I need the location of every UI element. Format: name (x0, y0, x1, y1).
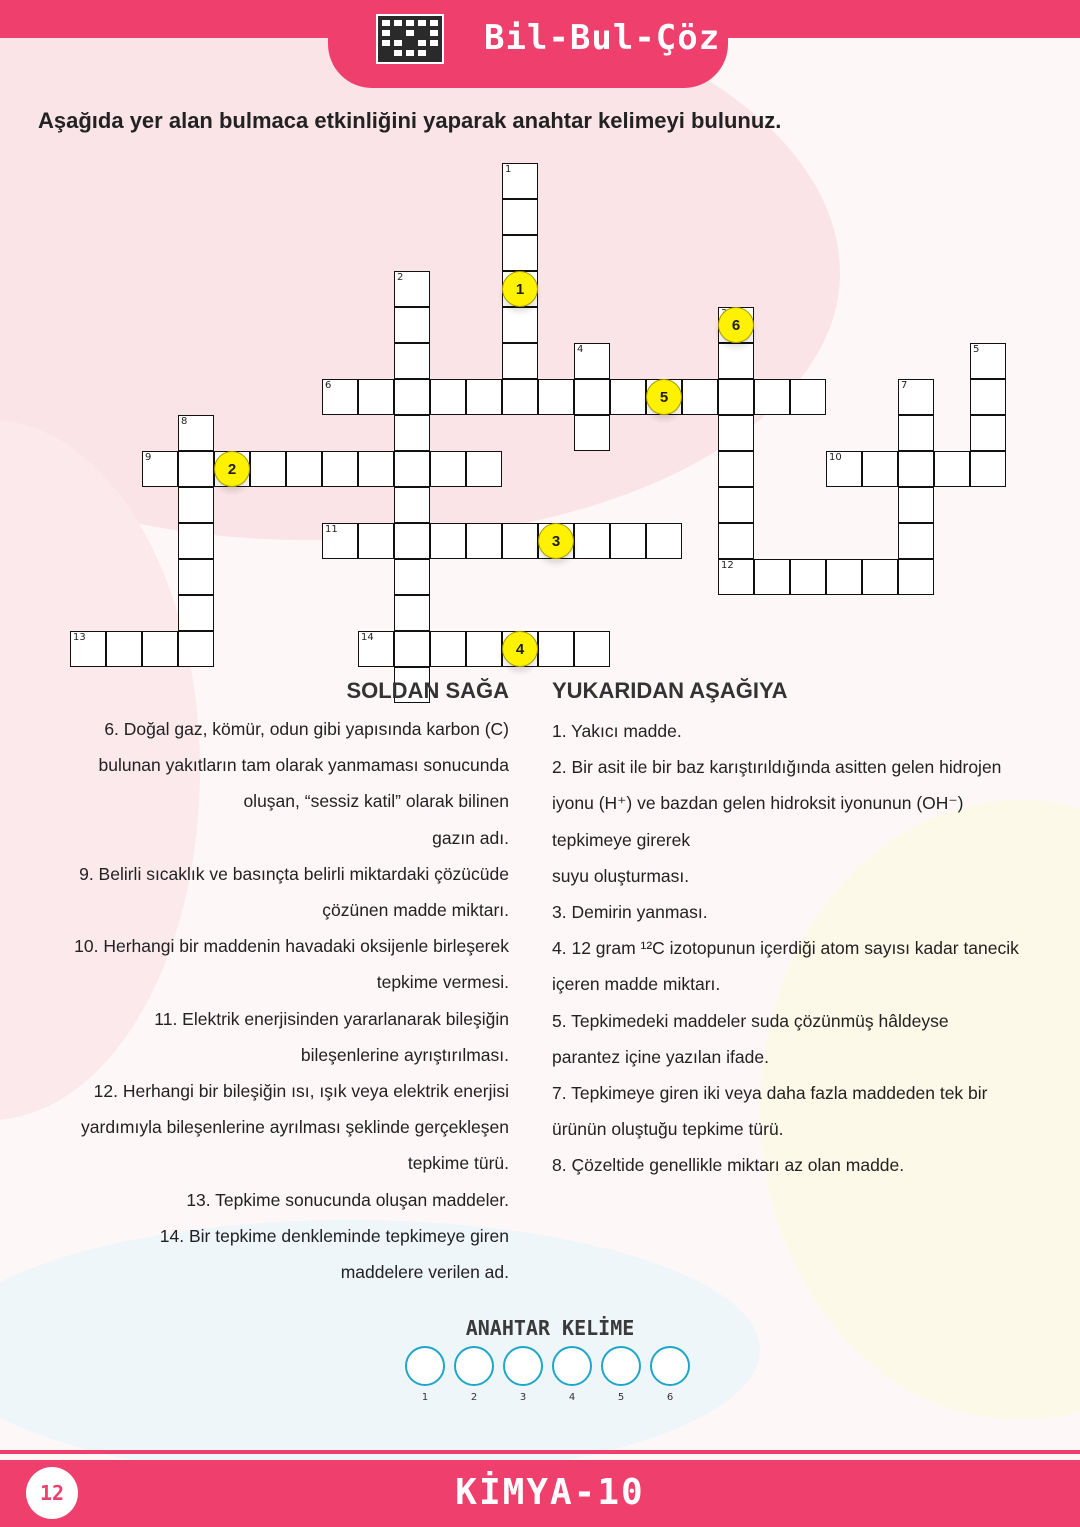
crossword-cell[interactable] (574, 631, 610, 667)
crossword-cell[interactable] (394, 487, 430, 523)
crossword-cell[interactable] (502, 523, 538, 559)
crossword-cell[interactable] (754, 559, 790, 595)
down-title: YUKARIDAN AŞAĞIYA (552, 678, 788, 703)
crossword-cell[interactable] (898, 559, 934, 595)
crossword-cell[interactable] (646, 523, 682, 559)
crossword-cell[interactable] (862, 559, 898, 595)
clue-line: tepkime türü. (407, 1153, 509, 1174)
clue-line: ürünün oluştuğu tepkime türü. (552, 1119, 784, 1140)
header-tab (328, 0, 728, 88)
crossword-cell[interactable] (430, 379, 466, 415)
clue-line: 9. Belirli sıcaklık ve basınçta belirli miktardaki çözücüde (79, 863, 509, 884)
key-letter-marker: 4 (502, 631, 538, 667)
crossword-cell[interactable] (538, 379, 574, 415)
crossword-cell[interactable] (178, 451, 214, 487)
crossword-cell[interactable] (394, 379, 430, 415)
clue-line: bulunan yakıtların tam olarak yanmaması sonucunda (98, 755, 509, 776)
clue-number: 1 (505, 164, 512, 175)
crossword-cell[interactable] (502, 199, 538, 235)
clue-number: 12 (721, 560, 734, 571)
clue-line: maddelere verilen ad. (340, 1262, 509, 1283)
answer-key-number: 4 (568, 1392, 576, 1403)
clue-line: 1. Yakıcı madde. (552, 721, 682, 741)
crossword-cell[interactable] (718, 487, 754, 523)
answer-key-number: 5 (617, 1392, 625, 1403)
crossword-cell[interactable] (322, 451, 358, 487)
clue-line: tepkimeye girerek (552, 829, 691, 850)
clue-line: 2. Bir asit ile bir baz karıştırıldığında asitten gelen hidrojen (552, 757, 1002, 778)
crossword-cell[interactable] (502, 235, 538, 271)
crossword-cell[interactable] (358, 523, 394, 559)
clue-line: 5. Tepkimedeki maddeler suda çözünmüş hâldeyse (552, 1010, 949, 1031)
clue-line: parantez içine yazılan ifade. (552, 1046, 769, 1067)
crossword-cell[interactable] (106, 631, 142, 667)
answer-key-title: ANAHTAR KELİME (465, 1316, 635, 1340)
crossword-cell[interactable] (394, 631, 430, 667)
answer-key-number: 2 (470, 1392, 478, 1403)
crossword-cell[interactable] (718, 523, 754, 559)
clue-number: 7 (901, 380, 908, 391)
crossword-cell[interactable] (970, 451, 1006, 487)
crossword-cell[interactable] (178, 523, 214, 559)
crossword-cell[interactable] (394, 415, 430, 451)
crossword-cell[interactable] (178, 559, 214, 595)
clue-line: 13. Tepkime sonucunda oluşan maddeler. (186, 1189, 509, 1210)
crossword-cell[interactable] (466, 631, 502, 667)
clue-line: 3. Demirin yanması. (552, 902, 708, 923)
clue-line: 4. 12 gram ¹²C izotopunun içerdiği atom sayısı kadar tanecik (552, 938, 1019, 959)
crossword-cell[interactable] (682, 379, 718, 415)
crossword-cell[interactable] (430, 523, 466, 559)
clue-number: 14 (361, 632, 374, 643)
clue-number: 8 (181, 416, 188, 427)
crossword-cell[interactable] (718, 415, 754, 451)
page-title: Bil-Bul-Çöz (484, 18, 721, 58)
clue-line: oluşan, “sessiz katil” olarak bilinen (243, 791, 509, 812)
clue-number: 11 (325, 524, 338, 535)
crossword-cell[interactable] (610, 523, 646, 559)
crossword-cell[interactable] (394, 595, 430, 631)
crossword-cell[interactable] (970, 379, 1006, 415)
page-number: 12 (26, 1467, 78, 1519)
crossword-cell[interactable] (574, 523, 610, 559)
clue-line: tepkime vermesi. (376, 972, 509, 993)
crossword-cell[interactable] (466, 379, 502, 415)
clue-number: 10 (829, 452, 842, 463)
crossword-cell[interactable] (394, 523, 430, 559)
clue-line: yardımıyla bileşenlerine ayrılması şeklinde gerçekleşen (81, 1117, 509, 1138)
answer-key-number: 3 (519, 1392, 527, 1403)
crossword-cell[interactable] (430, 631, 466, 667)
clue-line: 10. Herhangi bir maddenin havadaki oksijenle birleşerek (74, 936, 509, 957)
crossword-cell[interactable] (826, 559, 862, 595)
crossword-cell[interactable] (394, 451, 430, 487)
crossword-cell[interactable] (502, 379, 538, 415)
clue-line: suyu oluşturması. (552, 865, 690, 886)
across-clues (29, 711, 509, 1290)
crossword-cell[interactable] (358, 451, 394, 487)
crossword-cell[interactable] (178, 487, 214, 523)
answer-key-number: 1 (421, 1392, 429, 1403)
clue-line: gazın adı. (432, 827, 509, 848)
crossword-cell[interactable] (394, 343, 430, 379)
crossword-cell[interactable] (574, 379, 610, 415)
crossword-cell[interactable] (538, 631, 574, 667)
answer-key-circle[interactable] (405, 1346, 445, 1386)
crossword-cell[interactable] (718, 343, 754, 379)
crossword-cell[interactable] (466, 523, 502, 559)
clue-number: 6 (325, 380, 332, 391)
crossword-cell[interactable] (898, 415, 934, 451)
clue-line: iyonu (H⁺) ve bazdan gelen hidroksit iyonunun (OH⁻) (552, 793, 964, 814)
clue-line: çözünen madde miktarı. (322, 900, 509, 921)
down-clues (552, 713, 1052, 1184)
crossword-icon (376, 14, 444, 64)
crossword-cell[interactable] (394, 307, 430, 343)
crossword-cell[interactable] (934, 451, 970, 487)
key-letter-marker: 1 (502, 271, 538, 307)
crossword-cell[interactable] (718, 379, 754, 415)
answer-key-circle[interactable] (552, 1346, 592, 1386)
key-letter-marker: 3 (538, 523, 574, 559)
crossword-cell[interactable] (970, 415, 1006, 451)
clue-line: 12. Herhangi bir bileşiğin ısı, ışık veya elektrik enerjisi (93, 1081, 509, 1102)
key-letter-marker: 2 (214, 451, 250, 487)
clue-number: 4 (577, 344, 584, 355)
clue-line: 6. Doğal gaz, kömür, odun gibi yapısında karbon (C) (104, 719, 509, 739)
clue-number: 13 (73, 632, 86, 643)
instruction-text: Aşağıda yer alan bulmaca etkinliğini yaparak anahtar kelimeyi bulunuz. (38, 108, 782, 133)
clue-number: 5 (973, 344, 980, 355)
answer-key-circle[interactable] (454, 1346, 494, 1386)
crossword-cell[interactable] (502, 307, 538, 343)
crossword-cell[interactable] (286, 451, 322, 487)
crossword-cell[interactable] (862, 451, 898, 487)
crossword-cell[interactable] (502, 343, 538, 379)
clue-number: 2 (397, 272, 404, 283)
crossword-cell[interactable] (430, 451, 466, 487)
crossword-cell[interactable] (898, 487, 934, 523)
footer-bar (0, 1460, 1080, 1527)
clue-line: bileşenlerine ayrıştırılması. (300, 1044, 509, 1065)
clue-line: 7. Tepkimeye giren iki veya daha fazla maddeden tek bir (552, 1083, 988, 1104)
key-letter-marker: 5 (646, 379, 682, 415)
crossword-cell[interactable] (358, 379, 394, 415)
crossword-cell[interactable] (718, 451, 754, 487)
crossword-cell[interactable] (178, 631, 214, 667)
clue-line: içeren madde miktarı. (552, 974, 721, 995)
answer-key-number: 6 (666, 1392, 674, 1403)
crossword-cell[interactable] (142, 631, 178, 667)
clue-line: 11. Elektrik enerjisinden yararlanarak bileşiğin (154, 1008, 509, 1029)
crossword-cell[interactable] (790, 559, 826, 595)
crossword-cell[interactable] (466, 451, 502, 487)
crossword-cell[interactable] (754, 379, 790, 415)
clue-line: 8. Çözeltide genellikle miktarı az olan madde. (552, 1155, 905, 1176)
crossword-cell[interactable] (574, 415, 610, 451)
crossword-cell[interactable] (898, 523, 934, 559)
answer-key-circle[interactable] (650, 1346, 690, 1386)
crossword-cell[interactable] (898, 451, 934, 487)
answer-key-circle[interactable] (503, 1346, 543, 1386)
crossword-cell[interactable] (178, 595, 214, 631)
crossword-cell[interactable] (790, 379, 826, 415)
answer-key-circle[interactable] (601, 1346, 641, 1386)
crossword-cell[interactable] (250, 451, 286, 487)
crossword-cell[interactable] (394, 559, 430, 595)
clue-number: 9 (145, 452, 152, 463)
key-letter-marker: 6 (718, 307, 754, 343)
subject-title: KİMYA-10 (455, 1472, 645, 1513)
across-title: SOLDAN SAĞA (346, 678, 509, 703)
footer-divider (0, 1450, 1080, 1454)
crossword-cell[interactable] (610, 379, 646, 415)
clue-line: 14. Bir tepkime denkleminde tepkimeye giren (159, 1225, 509, 1246)
